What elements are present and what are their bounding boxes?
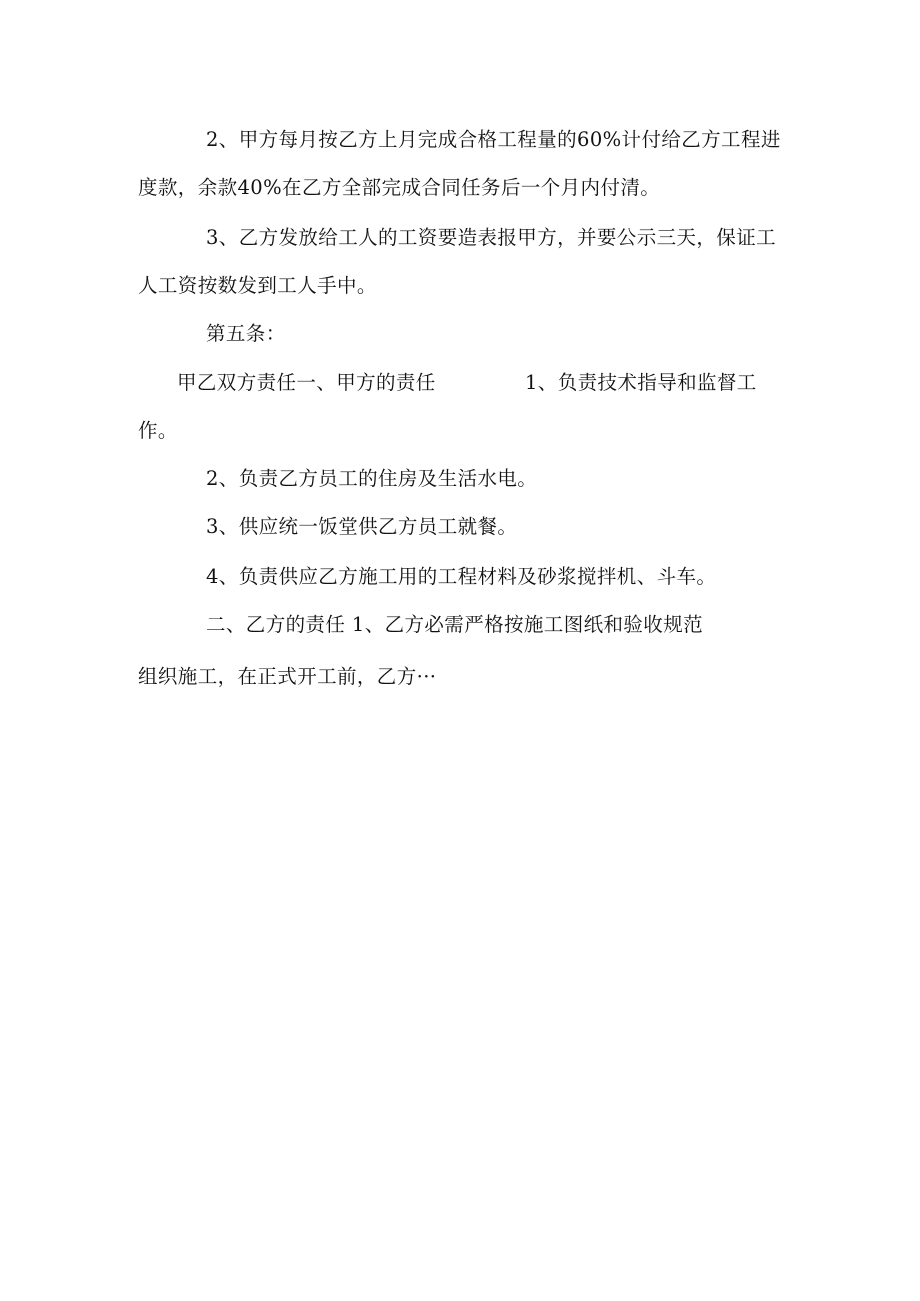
wage-clause-line-2: 人工资按数发到工人手中。 [138,274,377,297]
responsibilities-heading: 甲乙双方责任一、甲方的责任 [177,371,436,394]
responsibility-1-line-2: 作。 [138,419,178,442]
responsibility-2: 2、负责乙方员工的住房及生活水电。 [206,467,538,490]
payment-clause-line-1: 2、甲方每月按乙方上月完成合格工程量的60%计付给乙方工程进 [206,128,781,151]
wage-clause-line-1: 3、乙方发放给工人的工资要造表报甲方，并要公示三天，保证工 [206,226,777,249]
responsibility-1-line-1: 1、负责技术指导和监督工 [525,371,757,394]
party-b-responsibility-line-1: 二、乙方的责任 1、乙方必需严格按施工图纸和验收规范 [206,613,704,636]
article-five-heading: 第五条： [206,322,286,345]
responsibility-4: 4、负责供应乙方施工用的工程材料及砂浆搅拌机、斗车。 [206,565,717,588]
responsibility-3: 3、供应统一饭堂供乙方员工就餐。 [206,515,518,538]
party-b-responsibility-line-2: 组织施工，在正式开工前，乙方··· [138,665,437,688]
payment-clause-line-2: 度款，余款40%在乙方全部完成合同任务后一个月内付清。 [138,176,661,199]
